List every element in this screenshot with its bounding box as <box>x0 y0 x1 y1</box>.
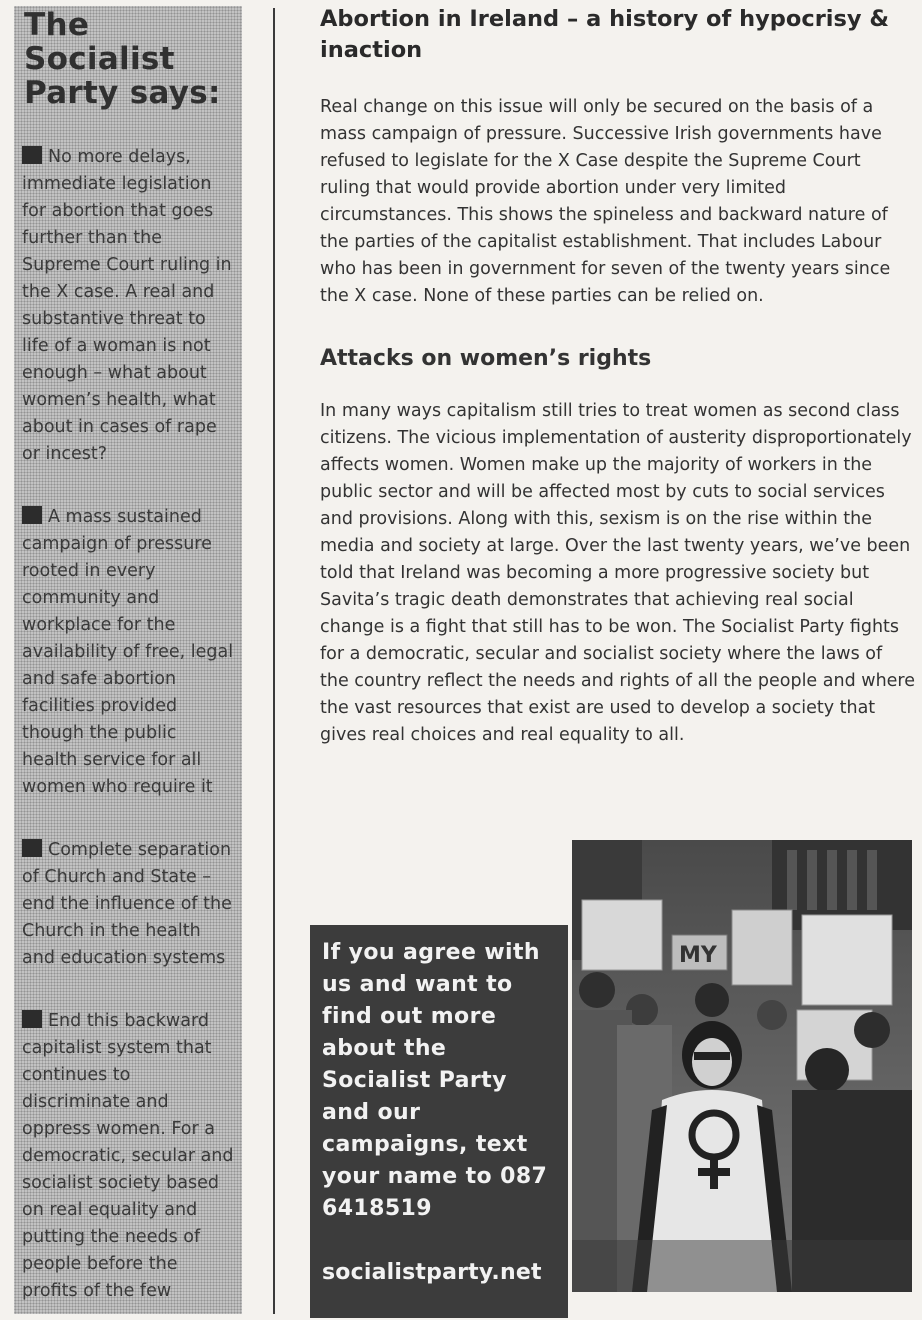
bullet-square-icon <box>22 1010 42 1028</box>
article-subheading: Attacks on women’s rights <box>320 346 652 371</box>
bullet-square-icon <box>22 506 42 524</box>
contact-text: If you agree with us and want to find out more about the Socialist Party and our campaigns, text your name to 087 6418519 <box>322 940 548 1221</box>
article-headline: Abortion in Ireland – a history of hypocrisy & inaction <box>320 6 890 63</box>
article-paragraph: In many ways capitalism still tries to treat women as second class citizens. The vicious implementation of austerity disproportionately affects women. Women make up the majority of workers in the public sector and will be affected most by cuts to social services and provisions. Along with this, sexism is on the rise within the media and society at large. Over the last twenty years, we’ve been told that Ireland was becoming a more progressive society but Savita’s tragic death demonstrates that achieving real social change is a fight that still has to be won. The Socialist Party fights for a democratic, secular and socialist society where the laws of the country reflect the needs and rights of all the people and where the vast resources that exist are used to develop a society that gives real choices and real equality to all. <box>320 401 915 745</box>
demand-point <box>22 504 236 801</box>
demand-text: No more delays, immediate legislation for abortion that goes further than the Supreme Court ruling in the X case. A real and substantive threat to life of a woman is not enough – what about women’s health, what about in cases of rape or incest? <box>22 147 232 464</box>
contact-box <box>310 925 568 1318</box>
demand-point <box>22 144 236 468</box>
sidebar-box <box>14 6 242 1314</box>
demand-text: Complete separation of Church and State – end the influence of the Church in the health and education systems <box>22 840 232 968</box>
demand-point <box>22 1008 236 1305</box>
bullet-square-icon <box>22 839 42 857</box>
column-divider <box>273 8 275 1314</box>
demand-text: End this backward capitalist system that continues to discriminate and oppress women. For a democratic, secular and socialist society based on real equality and putting the needs of people before the profits of the few <box>22 1011 234 1301</box>
article-paragraph: Real change on this issue will only be secured on the basis of a mass campaign of pressure. Successive Irish governments have refused to legislate for the X Case despite the Supreme Court ruling that would provide abortion under very limited circumstances. This shows the spineless and backward nature of the parties of the capitalist establishment. That includes Labour who has been in government for seven of the twenty years since the X case. None of these parties can be relied on. <box>320 97 891 306</box>
website-link[interactable]: socialistparty.net <box>322 1260 542 1285</box>
protest-photo <box>572 840 912 1292</box>
bullet-square-icon <box>22 146 42 164</box>
article <box>320 4 916 749</box>
sidebar-title: The Socialist Party says: <box>24 7 221 111</box>
demand-text: A mass sustained campaign of pressure rooted in every community and workplace for the availability of free, legal and safe abortion facilities provided though the public health service for all women who require it <box>22 507 234 797</box>
protest-photo-graphic <box>572 840 912 1292</box>
placard-text: MY <box>679 943 717 968</box>
demand-point <box>22 837 236 972</box>
